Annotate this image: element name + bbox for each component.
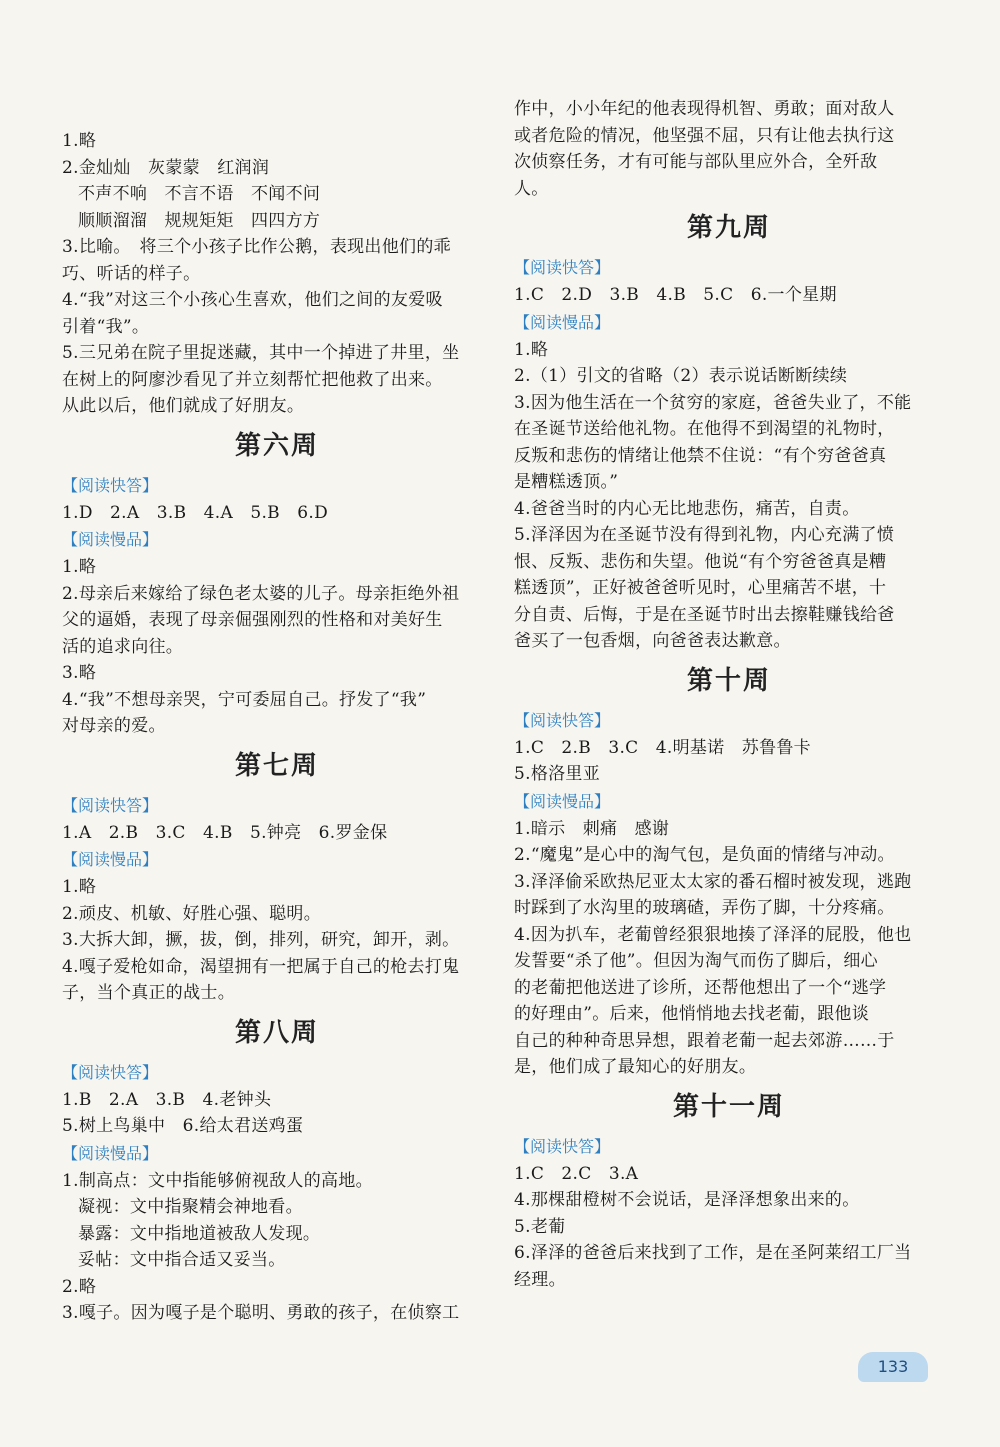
week8-slow-tail bbox=[62, 1274, 492, 1327]
quick-answer-label: 【阅读快答】 bbox=[514, 258, 611, 277]
text-line: 子，当个真正的战士。 bbox=[62, 983, 235, 1003]
answers-week5 bbox=[62, 128, 492, 181]
week11-quick-answers bbox=[514, 1161, 944, 1294]
text-line: 作中，小小年纪的他表现得机智、勇敢；面对敌人 bbox=[514, 99, 895, 119]
left-column bbox=[62, 128, 492, 1327]
text-line: 1.B 2.A 3.B 4.老钟头 bbox=[62, 1089, 272, 1110]
text-line: 在圣诞节送给他礼物。在他得不到渴望的礼物时， bbox=[514, 419, 895, 439]
text-line: 自己的种种奇思异想，跟着老葡一起去郊游……于 bbox=[514, 1030, 895, 1051]
week7-quick-answers bbox=[62, 820, 492, 847]
text-line: 2.金灿灿 灰蒙蒙 红润润 bbox=[62, 157, 270, 178]
text-line: 1.D 2.A 3.B 4.A 5.B 6.D bbox=[62, 502, 329, 523]
week9-heading: 第九周 bbox=[686, 213, 771, 243]
text-line: 1.暗示 刺痛 感谢 bbox=[514, 818, 670, 839]
text-line: 5.树上鸟巢中 6.给太君送鸡蛋 bbox=[62, 1116, 304, 1136]
text-line: 5.泽泽因为在圣诞节没有得到礼物，内心充满了愤 bbox=[514, 525, 895, 545]
text-line: 巧、听话的样子。 bbox=[62, 263, 201, 284]
week8-heading: 第八周 bbox=[234, 1017, 319, 1048]
answers-week5-cont bbox=[62, 234, 492, 420]
text-line: 1.略 bbox=[62, 557, 97, 577]
quick-answer-label: 【阅读快答】 bbox=[62, 475, 159, 495]
text-line: 1.C 2.B 3.C 4.明基诺 苏鲁鲁卡 bbox=[514, 737, 811, 758]
answers-week8-cont bbox=[514, 96, 944, 202]
text-line: 不声不响 不言不语 不闻不问 bbox=[78, 184, 321, 204]
right-column bbox=[514, 96, 944, 1293]
quick-answer-label: 【阅读快答】 bbox=[514, 1136, 611, 1156]
text-line: 引着“我”。 bbox=[62, 316, 150, 337]
text-line: 6.泽泽的爸爸后来找到了工作，是在圣阿莱绍工厂当 bbox=[514, 1243, 912, 1263]
text-line: 4.那棵甜橙树不会说话，是泽泽想象出来的。 bbox=[514, 1190, 860, 1210]
week7-heading: 第七周 bbox=[234, 750, 319, 781]
week6-slow-answers bbox=[62, 554, 492, 740]
text-line: 在树上的阿廖沙看见了并立刻帮忙把他救了出来。 bbox=[62, 369, 443, 390]
quick-answer-label: 【阅读快答】 bbox=[514, 710, 611, 730]
text-line: 5.格洛里亚 bbox=[514, 764, 601, 784]
text-line: 4.爸爸当时的内心无比地悲伤，痛苦，自责。 bbox=[514, 498, 860, 519]
slow-read-label: 【阅读慢品】 bbox=[62, 850, 159, 869]
text-line: 活的追求向往。 bbox=[62, 636, 184, 657]
week10-slow-answers bbox=[514, 816, 944, 1081]
text-line: 糕透顶”，正好被爸爸听见时，心里痛苦不堪，十 bbox=[514, 578, 887, 598]
text-line: 次侦察任务，才有可能与部队里应外合，全歼敌 bbox=[514, 152, 878, 172]
text-line: 反叛和悲伤的情绪让他禁不住说：“有个穷爸爸真 bbox=[514, 445, 887, 466]
text-line: 时踩到了水沟里的玻璃碴，弄伤了脚，十分疼痛。 bbox=[514, 898, 895, 918]
text-line: 2.顽皮、机敏、好胜心强、聪明。 bbox=[62, 903, 322, 924]
text-line: 4.嘎子爱枪如命，渴望拥有一把属于自己的枪去打鬼 bbox=[62, 956, 460, 977]
week6-quick-answers bbox=[62, 500, 492, 527]
text-line: 分自责、后悔，于是在圣诞节时出去擦鞋赚钱给爸 bbox=[514, 604, 895, 625]
week8-slow-definitions bbox=[62, 1194, 492, 1274]
text-line: 顺顺溜溜 规规矩矩 四四方方 bbox=[78, 210, 321, 231]
slow-read-label: 【阅读慢品】 bbox=[514, 312, 611, 332]
week10-heading: 第十周 bbox=[686, 665, 771, 696]
text-line: 或者危险的情况，他坚强不屈，只有让他去执行这 bbox=[514, 125, 895, 146]
text-line: 3.大拆大卸，撅，拔，倒，排列，研究，卸开，剥。 bbox=[62, 930, 460, 950]
week10-quick-answers bbox=[514, 735, 944, 788]
answers-week5-idioms bbox=[62, 181, 492, 234]
text-line: 爸买了一包香烟，向爸爸表达歉意。 bbox=[514, 631, 791, 651]
text-line: 3.因为他生活在一个贫穷的家庭，爸爸失业了，不能 bbox=[514, 392, 912, 413]
text-line: 暴露：文中指地道被敌人发现。 bbox=[78, 1223, 321, 1244]
text-line: 3.泽泽偷采欧热尼亚太太家的番石榴时被发现，逃跑 bbox=[514, 871, 912, 892]
week8-quick-answers bbox=[62, 1087, 492, 1140]
week6-heading: 第六周 bbox=[234, 430, 319, 461]
text-line: 2.（1）引文的省略（2）表示说话断断续续 bbox=[514, 366, 848, 386]
text-line: 经理。 bbox=[514, 1269, 566, 1290]
text-line: 对母亲的爱。 bbox=[62, 716, 166, 736]
text-line: 4.因为扒车，老葡曾经狠狠地揍了泽泽的屁股，他也 bbox=[514, 924, 912, 945]
text-line: 父的逼婚，表现了母亲倔强刚烈的性格和对美好生 bbox=[62, 610, 443, 630]
text-line: 1.C 2.C 3.A bbox=[514, 1163, 639, 1184]
text-line: 1.制高点：文中指能够俯视敌人的高地。 bbox=[62, 1170, 373, 1191]
text-line: 1.略 bbox=[62, 877, 97, 897]
text-line: 5.老葡 bbox=[514, 1216, 566, 1237]
text-line: 的好理由”。后来，他悄悄地去找老葡，跟他谈 bbox=[514, 1004, 869, 1024]
text-line: 4.“我”不想母亲哭，宁可委屈自己。抒发了“我” bbox=[62, 689, 427, 710]
text-line: 1.C 2.D 3.B 4.B 5.C 6.一个星期 bbox=[514, 285, 837, 305]
text-line: 1.略 bbox=[514, 339, 549, 360]
week11-heading: 第十一周 bbox=[672, 1091, 785, 1122]
week9-quick-answers bbox=[514, 282, 944, 309]
text-line: 人。 bbox=[514, 178, 549, 199]
text-line: 从此以后，他们就成了好朋友。 bbox=[62, 396, 305, 416]
text-line: 4.“我”对这三个小孩心生喜欢，他们之间的友爱吸 bbox=[62, 290, 443, 310]
quick-answer-label: 【阅读快答】 bbox=[62, 795, 159, 815]
week8-slow-answers bbox=[62, 1168, 492, 1195]
week9-slow-answers bbox=[514, 337, 944, 655]
text-line: 发誓要“杀了他”。但因为淘气而伤了脚后，细心 bbox=[514, 951, 878, 971]
text-line: 恨、反叛、悲伤和失望。他说“有个穷爸爸真是糟 bbox=[514, 551, 887, 572]
text-line: 1.A 2.B 3.C 4.B 5.钟亮 6.罗金保 bbox=[62, 822, 388, 843]
text-line: 凝视：文中指聚精会神地看。 bbox=[78, 1197, 303, 1217]
slow-read-label: 【阅读慢品】 bbox=[514, 791, 611, 811]
text-line: 5.三兄弟在院子里捉迷藏，其中一个掉进了井里，坐 bbox=[62, 343, 460, 363]
text-line: 是糟糕透顶。” bbox=[514, 472, 619, 492]
text-line: 的老葡把他送进了诊所，还帮他想出了一个“逃学 bbox=[514, 977, 887, 998]
quick-answer-label: 【阅读快答】 bbox=[62, 1062, 159, 1082]
slow-read-label: 【阅读慢品】 bbox=[62, 530, 159, 549]
text-line: 3.略 bbox=[62, 663, 97, 683]
text-line: 1.略 bbox=[62, 131, 97, 151]
text-line: 2.略 bbox=[62, 1276, 97, 1297]
page-number: 133 bbox=[858, 1352, 928, 1382]
text-line: 2.母亲后来嫁给了绿色老太婆的儿子。母亲拒绝外祖 bbox=[62, 583, 460, 604]
slow-read-label: 【阅读慢品】 bbox=[62, 1143, 159, 1163]
text-line: 妥帖：文中指合适又妥当。 bbox=[78, 1250, 286, 1270]
text-line: 3.比喻。 将三个小孩子比作公鹅，表现出他们的乖 bbox=[62, 237, 451, 257]
week7-slow-answers bbox=[62, 874, 492, 1007]
text-line: 2.“魔鬼”是心中的淘气包，是负面的情绪与冲动。 bbox=[514, 845, 895, 865]
text-line: 是，他们成了最知心的好朋友。 bbox=[514, 1057, 757, 1077]
text-line: 3.嘎子。因为嘎子是个聪明、勇敢的孩子，在侦察工 bbox=[62, 1303, 460, 1323]
